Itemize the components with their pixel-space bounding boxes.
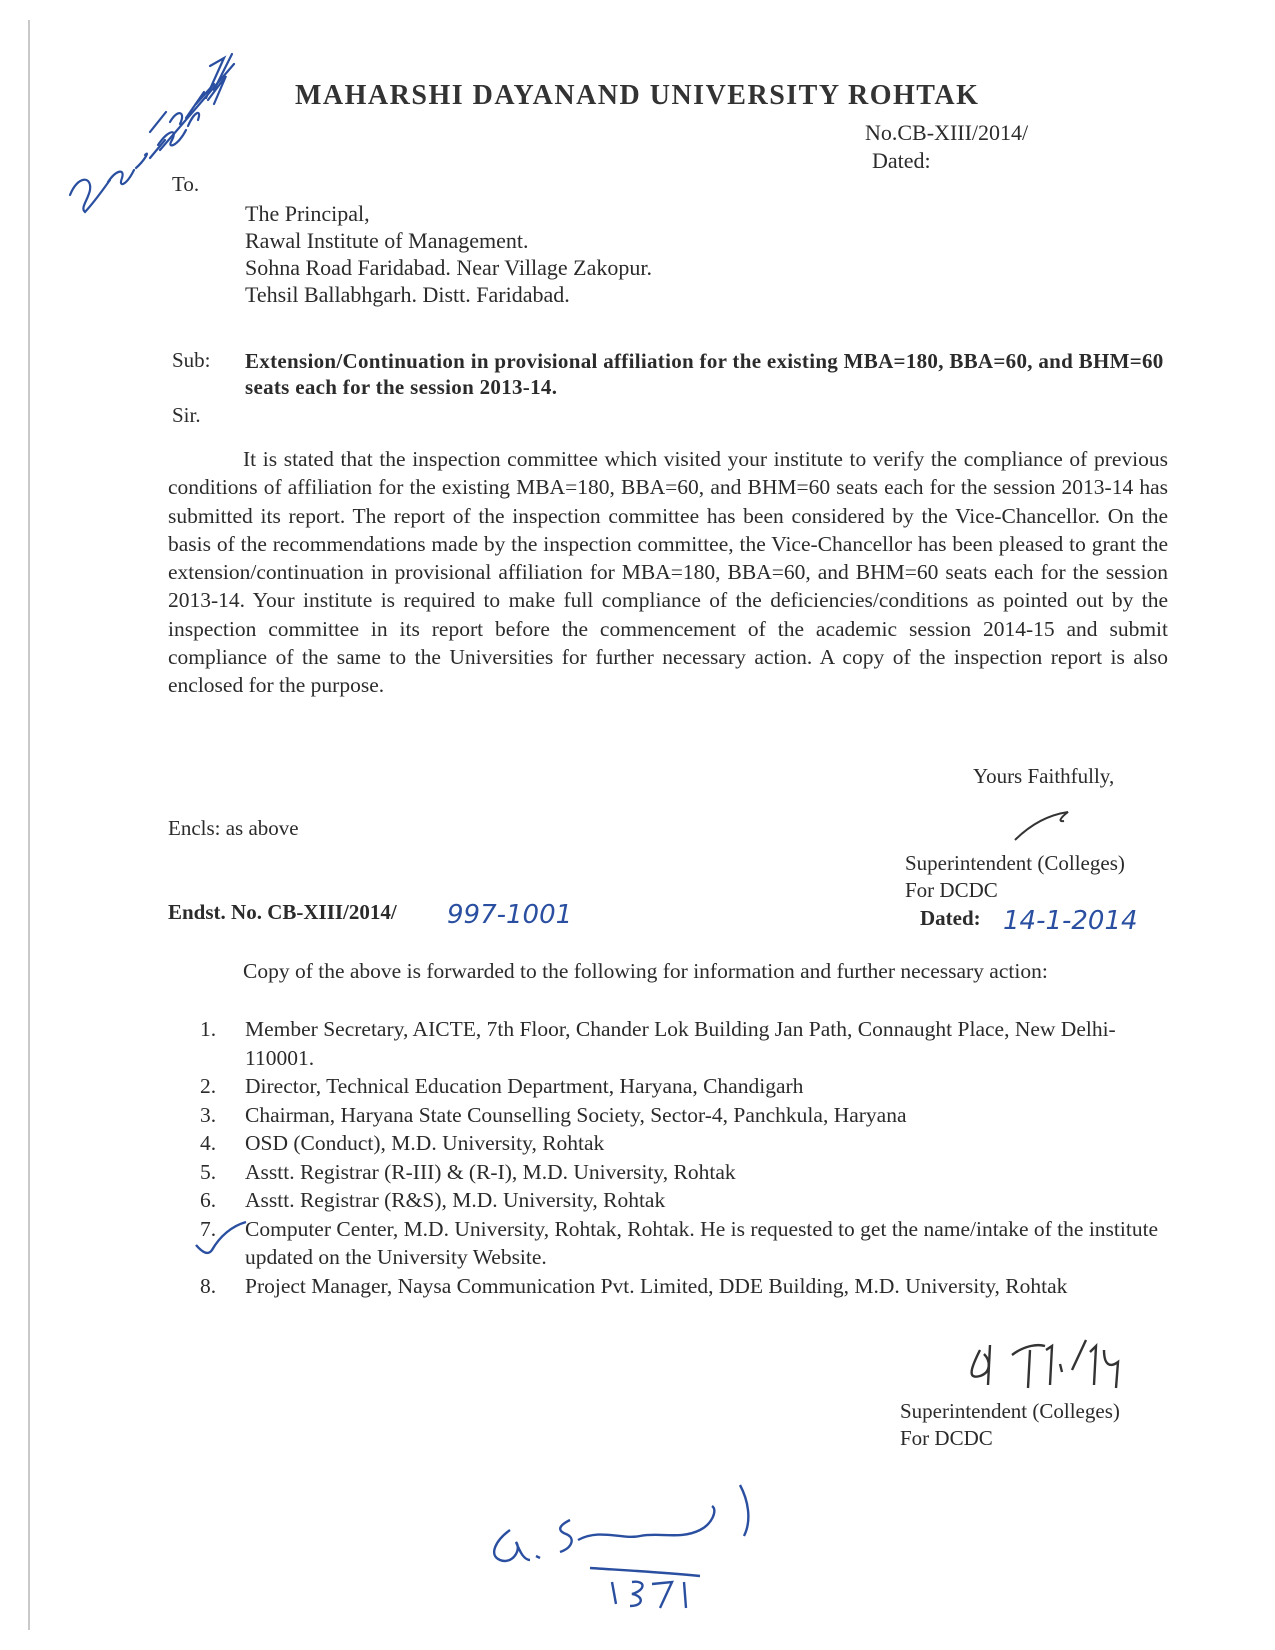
university-header: MAHARSHI DAYANAND UNIVERSITY ROHTAK	[295, 80, 980, 111]
address-line: Rawal Institute of Management.	[245, 228, 529, 253]
signatory-block-1	[905, 850, 1125, 904]
signatory-for: For DCDC	[900, 1426, 993, 1450]
copy-forward-paragraph: Copy of the above is forwarded to the following for information and further necessary action:	[243, 959, 1048, 983]
handwritten-diary-note	[70, 54, 234, 212]
subject-text: Extension/Continuation in provisional affiliation for the existing MBA=180, BBA=60, and BHM=60 seats each for the session 2013-14.	[245, 349, 1164, 399]
list-item: 2. Director, Technical Education Department, Haryana, Chandigarh	[200, 1074, 804, 1098]
list-item: 4. OSD (Conduct), M.D. University, Rohtak	[200, 1131, 605, 1155]
list-item: 5. Asstt. Registrar (R-III) & (R-I), M.D. University, Rohtak	[200, 1159, 736, 1184]
endorsement-number: Endst. No. CB-XIII/2014/	[168, 900, 397, 924]
signature-mark-2	[972, 1340, 1118, 1388]
salutation: Sir.	[172, 403, 201, 427]
body-paragraph: It is stated that the inspection committee which visited your institute to verify the compliance of previous conditions of affiliation for the existing MBA=180, BBA=60, and BHM=60 seats each for the session 2013-14 has submitted its report. The report of the inspection committee has been considered by the Vice-Chancellor. On the basis of the recommendations made by the inspection committee, the Vice-Chancellor has been pleased to grant the extension/continuation in provisional affiliation for MBA=180, BBA=60, and BHM=60 seats each for the session 2013-14. Your institute is required to make full compliance of the deficiencies/conditions as pointed out by the inspection committee in its report before the commencement of the academic session 2014-15 and submit compliance of the same to the Universities for further necessary action. A copy of the inspection report is also enclosed for the purpose.	[168, 447, 1168, 698]
copy-to-list	[200, 1015, 1170, 1300]
to-label: To.	[172, 172, 200, 196]
list-item: 3. Chairman, Haryana State Counselling Society, Sector-4, Panchkula, Haryana	[200, 1102, 907, 1127]
handwritten-endorsement-date: 14-1-2014	[1003, 906, 1138, 936]
reference-number: No.CB-XIII/2014/	[865, 120, 1029, 145]
address-line: The Principal,	[245, 201, 370, 226]
list-item: 8. Project Manager, Naysa Communication Pvt. Limited, DDE Building, M.D. University, Rohtak	[200, 1273, 1068, 1298]
list-item: 7. Computer Center, M.D. University, Rohtak, Rohtak. He is requested to get the name/intake of the institute updated on the University Website.	[200, 1216, 1159, 1269]
subject-label: Sub:	[172, 348, 211, 372]
signatory-block-2	[900, 1398, 1120, 1452]
dated-label: Dated:	[872, 148, 931, 173]
signature-mark-3	[494, 1485, 748, 1608]
list-item: 1. Member Secretary, AICTE, 7th Floor, Chander Lok Building Jan Path, Connaught Place, New Delhi-110001.	[200, 1017, 1116, 1070]
endorsement-dated-label: Dated:	[920, 906, 981, 930]
recipient-address	[245, 200, 652, 308]
signatory-title: Superintendent (Colleges)	[905, 851, 1125, 875]
closing: Yours Faithfully,	[973, 764, 1115, 788]
enclosures: Encls: as above	[168, 816, 299, 840]
signatory-title: Superintendent (Colleges)	[900, 1399, 1120, 1423]
signature-mark-1	[1015, 812, 1068, 840]
signatory-for: For DCDC	[905, 878, 998, 902]
address-line: Tehsil Ballabhgarh. Distt. Faridabad.	[245, 282, 570, 307]
handwritten-endorsement-number: 997-1001	[447, 900, 573, 930]
address-line: Sohna Road Faridabad. Near Village Zakopur.	[245, 255, 652, 280]
list-item: 6. Asstt. Registrar (R&S), M.D. University, Rohtak	[200, 1188, 666, 1212]
